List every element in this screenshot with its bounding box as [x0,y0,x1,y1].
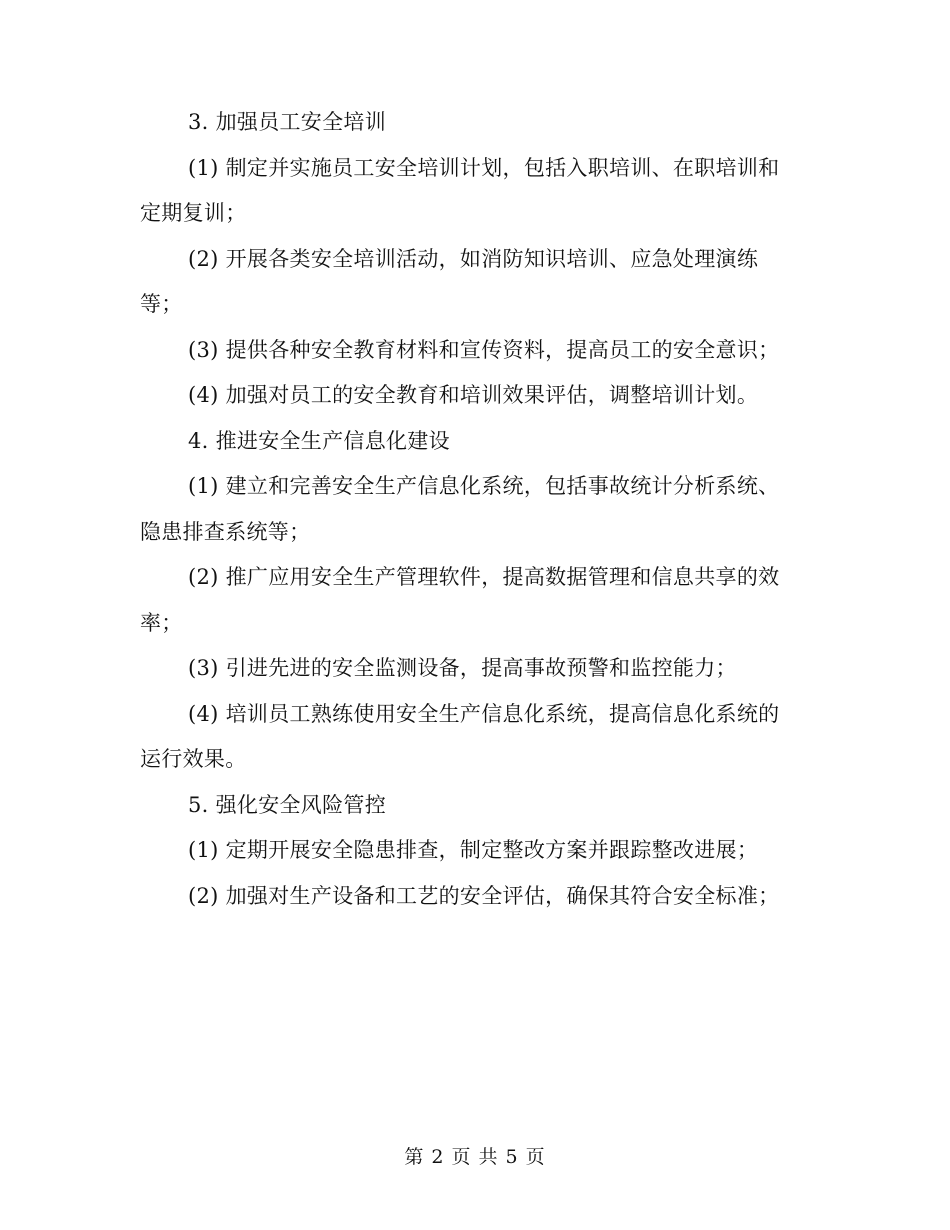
section-heading-3: 3. 加强员工安全培训 [188,110,387,134]
section-heading-5: 5. 强化安全风险管控 [188,792,387,817]
paragraph-4-2: (2) 推广应用安全生产管理软件，提高数据管理和信息共享的效率； [140,565,780,635]
paragraph-3-4: (4) 加强对员工的安全教育和培训效果评估，调整培训计划。 [188,383,759,407]
page-footer [0,1142,950,1172]
paragraph-3-2: (2) 开展各类安全培训活动，如消防知识培训、应急处理演练等； [140,246,759,316]
paragraph-4-3: (3) 引进先进的安全监测设备，提高事故预警和监控能力； [188,656,737,680]
paragraph-3-3: (3) 提供各种安全教育材料和宣传资料，提高员工的安全意识； [188,337,780,362]
paragraph-3-1: (1) 制定并实施员工安全培训计划，包括入职培训、在职培训和定期复训； [140,155,780,225]
paragraph-5-1: (1) 定期开展安全隐患排查，制定整改方案并跟踪整改进展； [188,838,759,862]
section-heading-4: 4. 推进安全生产信息化建设 [188,428,450,453]
page-number-label: 第 2 页 共 5 页 [404,1146,546,1168]
paragraph-4-1: (1) 建立和完善安全生产信息化系统，包括事故统计分析系统、隐患排查系统等； [140,474,780,544]
document-body [140,100,796,919]
paragraph-4-4: (4) 培训员工熟练使用安全生产信息化系统，提高信息化系统的运行效果。 [140,701,780,771]
paragraph-5-2: (2) 加强对生产设备和工艺的安全评估，确保其符合安全标准； [188,883,780,908]
